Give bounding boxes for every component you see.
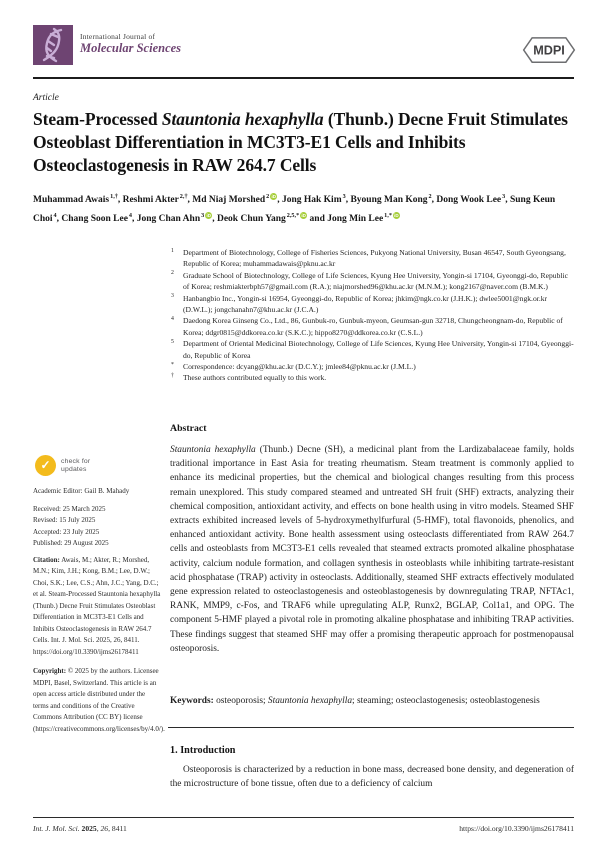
author: Muhammad Awais$^{1,\dagger}$, (33, 193, 123, 205)
orcid-icon[interactable]: iD (394, 213, 399, 218)
date-line: Revised: 15 July 2025 (33, 516, 96, 524)
introduction-paragraph: Osteoporosis is characterized by a reduction in bone mass, decreased bone density, and degeneration of the microstructure of bone tissue, often due to a deficiency of calcium (170, 765, 574, 790)
footer-journal-ref: Int. J. Mol. Sci. 2025, 26, 8411 (33, 824, 127, 833)
check-for-updates-label: check for updates (61, 458, 91, 473)
author: Sung Keun Choi$^4$, (33, 195, 556, 224)
article-title: Steam-Processed Stauntonia hexaphylla (Thunb.) Decne Fruit Stimulates Osteoblast Differentiation in MC3T3-E1 Cells and Inhibits Osteoclastogenesis in RAW 264.7 Cells (33, 109, 568, 175)
orcid-icon[interactable]: iD (301, 213, 306, 218)
sidebar-dates (33, 504, 162, 550)
journal-name-main: Molecular Sciences (80, 41, 182, 56)
author: Byoung Man Kong$^2$, (350, 193, 437, 205)
affiliation-marker: † (171, 372, 174, 379)
academic-editor: Academic Editor: Gail B. Mahady (33, 487, 130, 495)
date-line: Received: 25 March 2025 (33, 504, 106, 513)
journal-name-top: International Journal of (80, 32, 156, 41)
affiliation-marker: 2 (171, 270, 174, 277)
mdpi-hexagon-icon (520, 35, 578, 65)
sidebar (33, 455, 165, 735)
affiliation-item: 2 Graduate School of Biotechnology, College of Life Sciences, Kyung Hee University, Yongin-si 17104, Gyeonggi-do, Republic of Korea; reshmiakterbph57@gmail.com (R.A.); niajmorshed96@khu.ac.kr (M.N.M.); kong2167@naver.com (B.M.K.) (171, 270, 568, 292)
affiliation-list (170, 247, 574, 384)
author: Chang Soon Lee$^4$, (61, 212, 137, 224)
affiliation-item: 3 Hanbangbio Inc., Yongin-si 16954, Gyeonggi-do, Republic of Korea; jhkim@ngk.co.kr (J.H.K.); dwlee5001@ngk.or.kr (D.W.L.); jongchanahn7@khu.ac.kr (J.C.A.) (171, 293, 548, 315)
author: Jong Hak Kim$^3$, (281, 193, 351, 205)
abstract-text: Stauntonia hexaphylla (Thunb.) Decne (SH), a medicinal plant from the Lardizabalaceae family, holds traditional importance in East Asia for treating rheumatism. Steam treatment is commonly applied to enhance its medicinal properties, but the chemical and biological changes resulting from this process remain unexplored. This study compared steamed and untreated SH fruit (SHF) extracts, analyzing their chemical composition, antioxidant activity, and effects on bone health using in vitro models. Steamed SHF extracts exhibited increased levels of 5-hydroxymethylfurfural (5-HMF), total flavonoids, phenolics, and enhanced antioxidant activity. Bone health assessment using osteoclasts differentiated from RAW 264.7 cells and osteoblasts from MC3T3-E1 cells revealed that steamed extracts promoted alkaline phosphatase activity, calcium nodule formation, and collagen synthesis in osteoblasts while inhibiting tartrate-resistant acid phosphatase (TRAP) activity in osteoclasts. Additionally, steamed SHF extracts effectively modulated gene expression related to osteoclastogenesis and osteoblastogenesis by downregulating TRAP, NFTAc1, RANK, MMP9, c-Fos, and TRAF6 while upregulating ALP, Runx2, BGLAP, Col1a1, and OPG. The component 5-HMF played a pivotal role in promoting alkaline phosphatase and inhibiting TRAP activities. These findings suggest that steamed SHF may offer a promising therapeutic approach for postmenopausal osteoporosis. (170, 445, 574, 654)
copyright-block (33, 666, 165, 735)
check-icon: ✓ (35, 455, 56, 476)
citation-label: Citation: (33, 555, 60, 564)
keywords-line: Keywords: osteoporosis; Stauntonia hexaphylla; steaming; osteoclastogenesis; osteoblastogenesis (170, 696, 540, 706)
check-for-updates-badge[interactable] (35, 455, 162, 476)
article-type-label: Article (33, 93, 59, 103)
affiliation-marker: * (171, 361, 174, 368)
dna-helix-icon (33, 25, 73, 65)
author: Dong Wook Lee$^3$, (436, 193, 510, 205)
abstract-heading: Abstract (170, 423, 207, 434)
affiliation-marker: 5 (171, 338, 174, 345)
affiliation-item: * Correspondence: dcyang@khu.ac.kr (D.C.Y.); jmlee84@pknu.ac.kr (J.M.L.) (171, 361, 416, 372)
author: Md Niaj Morshed$^2$ iD, (192, 193, 282, 205)
affiliation-marker: 3 (171, 293, 174, 300)
journal-name (80, 33, 181, 56)
date-line: Accepted: 23 July 2025 (33, 527, 100, 536)
affiliation-item: † These authors contributed equally to this work. (171, 372, 327, 383)
author: Deok Chun Yang$^{2,5,*}$ iD (216, 212, 306, 224)
journal-logo[interactable] (33, 25, 73, 65)
header-rule (33, 77, 574, 79)
affiliation-marker: 1 (171, 247, 174, 254)
author-list (33, 189, 582, 227)
copyright-label: Copyright: (33, 667, 67, 675)
date-line: Published: 29 August 2025 (33, 539, 109, 547)
citation-text: Awais, M.; Akter, R.; Morshed, M.N.; Kim, J.H.; Kong, B.M.; Lee, D.W.; Choi, S.K.; Lee, C.S.; Ahn, J.C.; Yang, D.C.; et al. Steam-Processed Stauntonia hexaphylla (Thunb.) Decne Fruit Stimulates Osteoblast Differentiation in MC3T3-E1 Cells and Inhibits Osteoclastogenesis in RAW 264.7 Cells. Int. J. Mol. Sci. 2025, 26, 8411. https://doi.org/10.3390/ijms26178411 (33, 555, 161, 656)
copyright-text: © 2025 by the authors. Licensee MDPI, Basel, Switzerland. This article is an open access article distributed under the terms and conditions of the Creative Commons Attribution (CC BY) license (https://creativecommons.org/licenses/by/4.0/). (33, 667, 165, 733)
affiliation-item: 1 Department of Biotechnology, College of Fisheries Sciences, Pukyong National University, Busan 46547, South Gyeongsang, Republic of Korea; muhammadawais@pknu.ac.kr (171, 247, 566, 269)
affiliation-item: 4 Daedong Korea Ginseng Co., Ltd., 86, Gunbuk-ro, Gunbuk-myeon, Geumsan-gun 32718, Chungcheongnam-do, Republic of Korea; ddgr0815@ddkorea.co.kr (S.K.C.); hippo8270@ddkorea.co.kr (C.S.L.) (171, 315, 563, 337)
introduction-heading: 1. Introduction (170, 745, 236, 756)
affiliation-marker: 4 (171, 315, 174, 322)
orcid-icon[interactable]: iD (206, 213, 211, 218)
author: Jong Chan Ahn$^3$ iD, (136, 212, 217, 224)
citation-block (33, 555, 162, 659)
orcid-icon[interactable]: iD (271, 194, 276, 199)
mdpi-logo[interactable] (520, 35, 578, 65)
affiliation-item: 5 Department of Oriental Medicinal Biotechnology, College of Life Sciences, Kyung Hee University, Yongin-si 17104, Gyeonggi-do, Republic of Korea (171, 338, 574, 360)
footer-rule (33, 817, 574, 818)
footer (33, 824, 574, 833)
svg-text:MDPI: MDPI (533, 43, 565, 58)
author: Reshmi Akter$^{2,\dagger}$, (122, 193, 193, 205)
author: and Jong Min Lee$^{1,*}$ iD (309, 212, 399, 224)
footer-doi-link[interactable]: https://doi.org/10.3390/ijms26178411 (459, 824, 574, 833)
section-divider (168, 727, 574, 728)
